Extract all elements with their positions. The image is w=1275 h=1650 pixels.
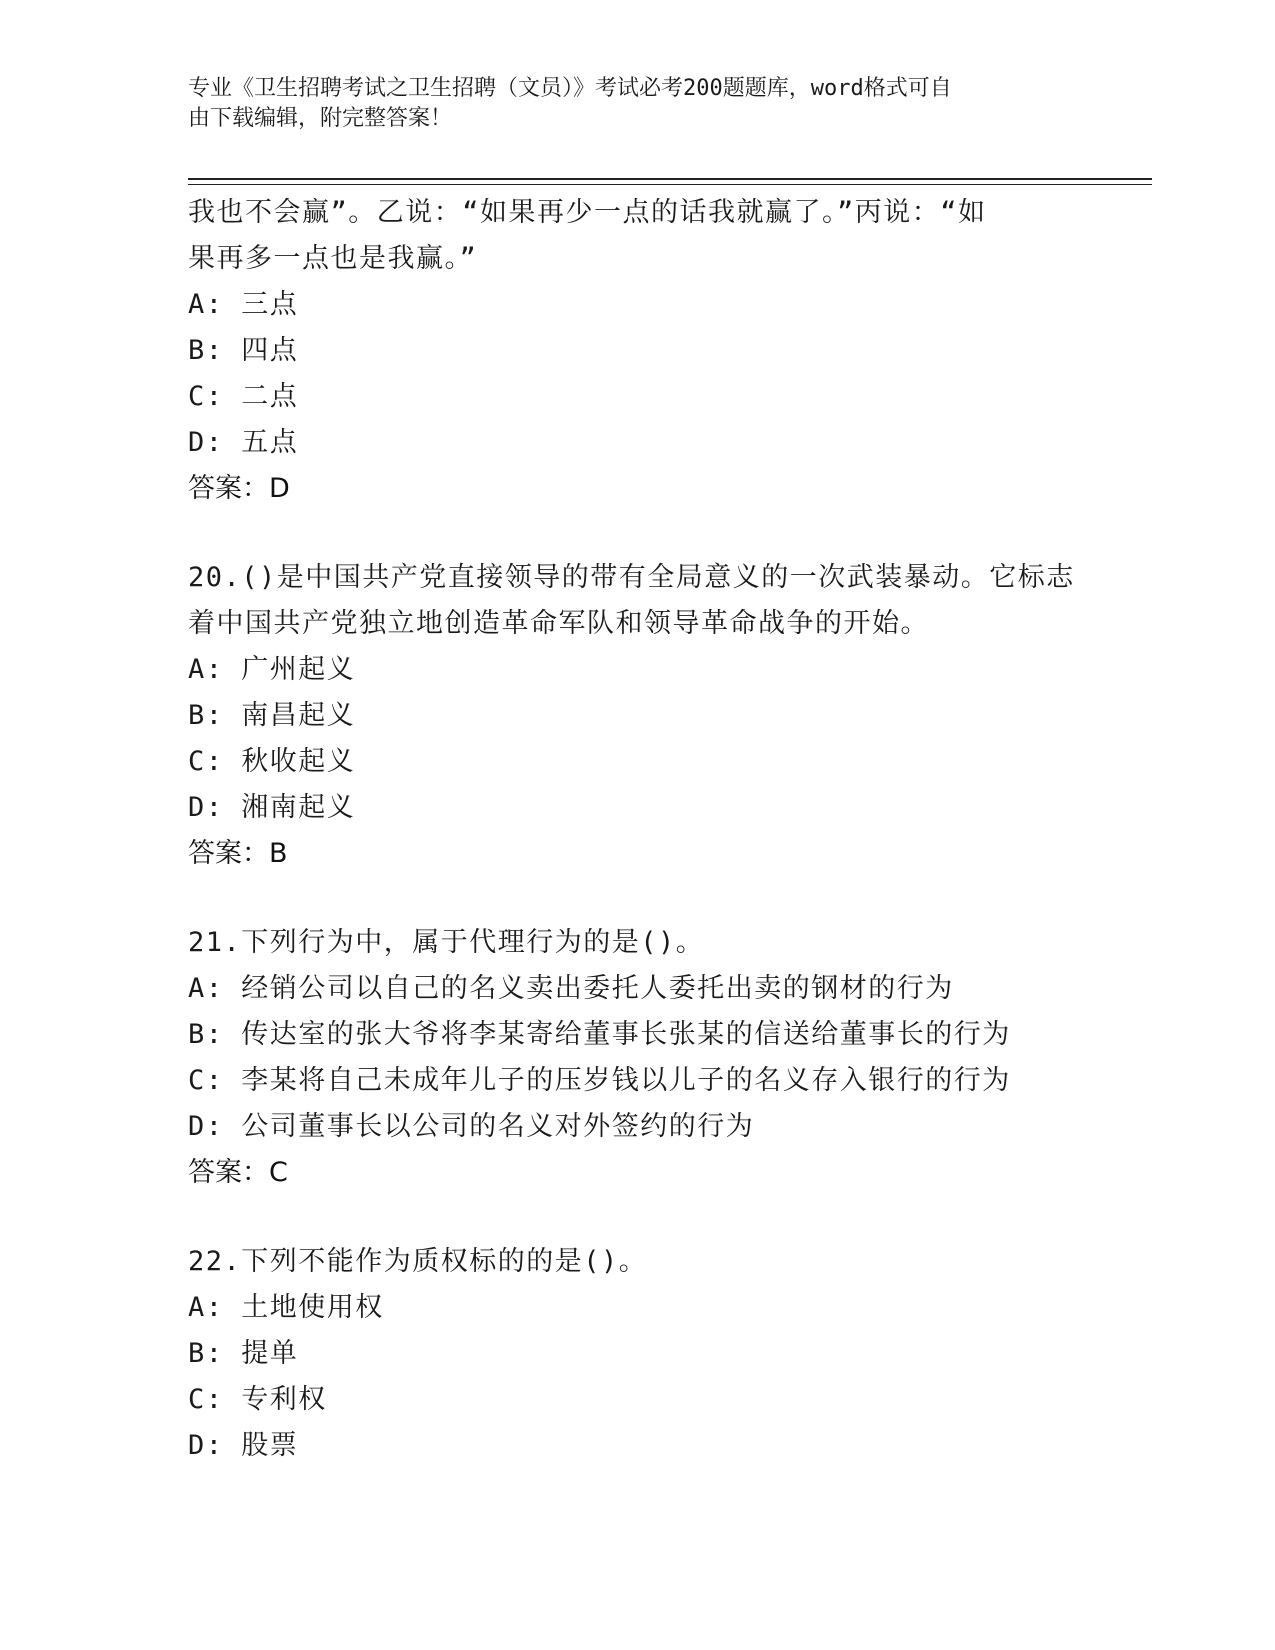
question-text-line: 着中国共产党独立地创造革命军队和领导革命战争的开始。 (188, 608, 929, 639)
answer-line: 答案：B (188, 838, 288, 869)
question-text-line: 21.下列行为中，属于代理行为的是()。 (188, 927, 705, 958)
question-22 (188, 1239, 1088, 1469)
question-spacer (188, 512, 1088, 555)
option-a: A: 广州起义 (188, 654, 356, 685)
option-b: B: 南昌起义 (188, 700, 356, 731)
question-list (188, 190, 1088, 1469)
document-header (188, 74, 1088, 134)
option-c: C: 专利权 (188, 1384, 327, 1415)
option-b: B: 提单 (188, 1338, 299, 1369)
question-text-line: 22.下列不能作为质权标的的是()。 (188, 1246, 648, 1277)
answer-line: 答案：C (188, 1157, 288, 1188)
option-d: D: 湘南起义 (188, 792, 356, 823)
header-line-2: 由下载编辑，附完整答案！ (188, 106, 453, 131)
question-spacer (188, 877, 1088, 920)
question-text-line: 20.()是中国共产党直接领导的带有全局意义的一次武装暴动。它标志 (188, 562, 1075, 593)
option-c: C: 秋收起义 (188, 746, 356, 777)
option-a: A: 三点 (188, 289, 299, 320)
header-rule-thick (188, 178, 1152, 180)
question-20 (188, 555, 1088, 877)
option-a: A: 经销公司以自己的名义卖出委托人委托出卖的钢材的行为 (188, 973, 954, 1004)
option-d: D: 五点 (188, 427, 299, 458)
question-text-line: 果再多一点也是我赢。” (188, 243, 478, 274)
question-19-continued (188, 190, 1088, 512)
question-21 (188, 920, 1088, 1196)
answer-line: 答案：D (188, 473, 290, 504)
header-line-1: 专业《卫生招聘考试之卫生招聘（文员）》考试必考200题题库，word格式可自 (188, 76, 952, 101)
option-b: B: 四点 (188, 335, 299, 366)
question-text-line: 我也不会赢”。乙说：“如果再少一点的话我就赢了。”丙说：“如 (188, 197, 987, 228)
option-d: D: 股票 (188, 1430, 299, 1461)
header-rule-thin (188, 184, 1152, 185)
question-spacer (188, 1196, 1088, 1239)
option-d: D: 公司董事长以公司的名义对外签约的行为 (188, 1111, 755, 1142)
option-a: A: 土地使用权 (188, 1292, 384, 1323)
option-c: C: 二点 (188, 381, 299, 412)
option-c: C: 李某将自己未成年儿子的压岁钱以儿子的名义存入银行的行为 (188, 1065, 1011, 1096)
option-b: B: 传达室的张大爷将李某寄给董事长张某的信送给董事长的行为 (188, 1019, 1011, 1050)
